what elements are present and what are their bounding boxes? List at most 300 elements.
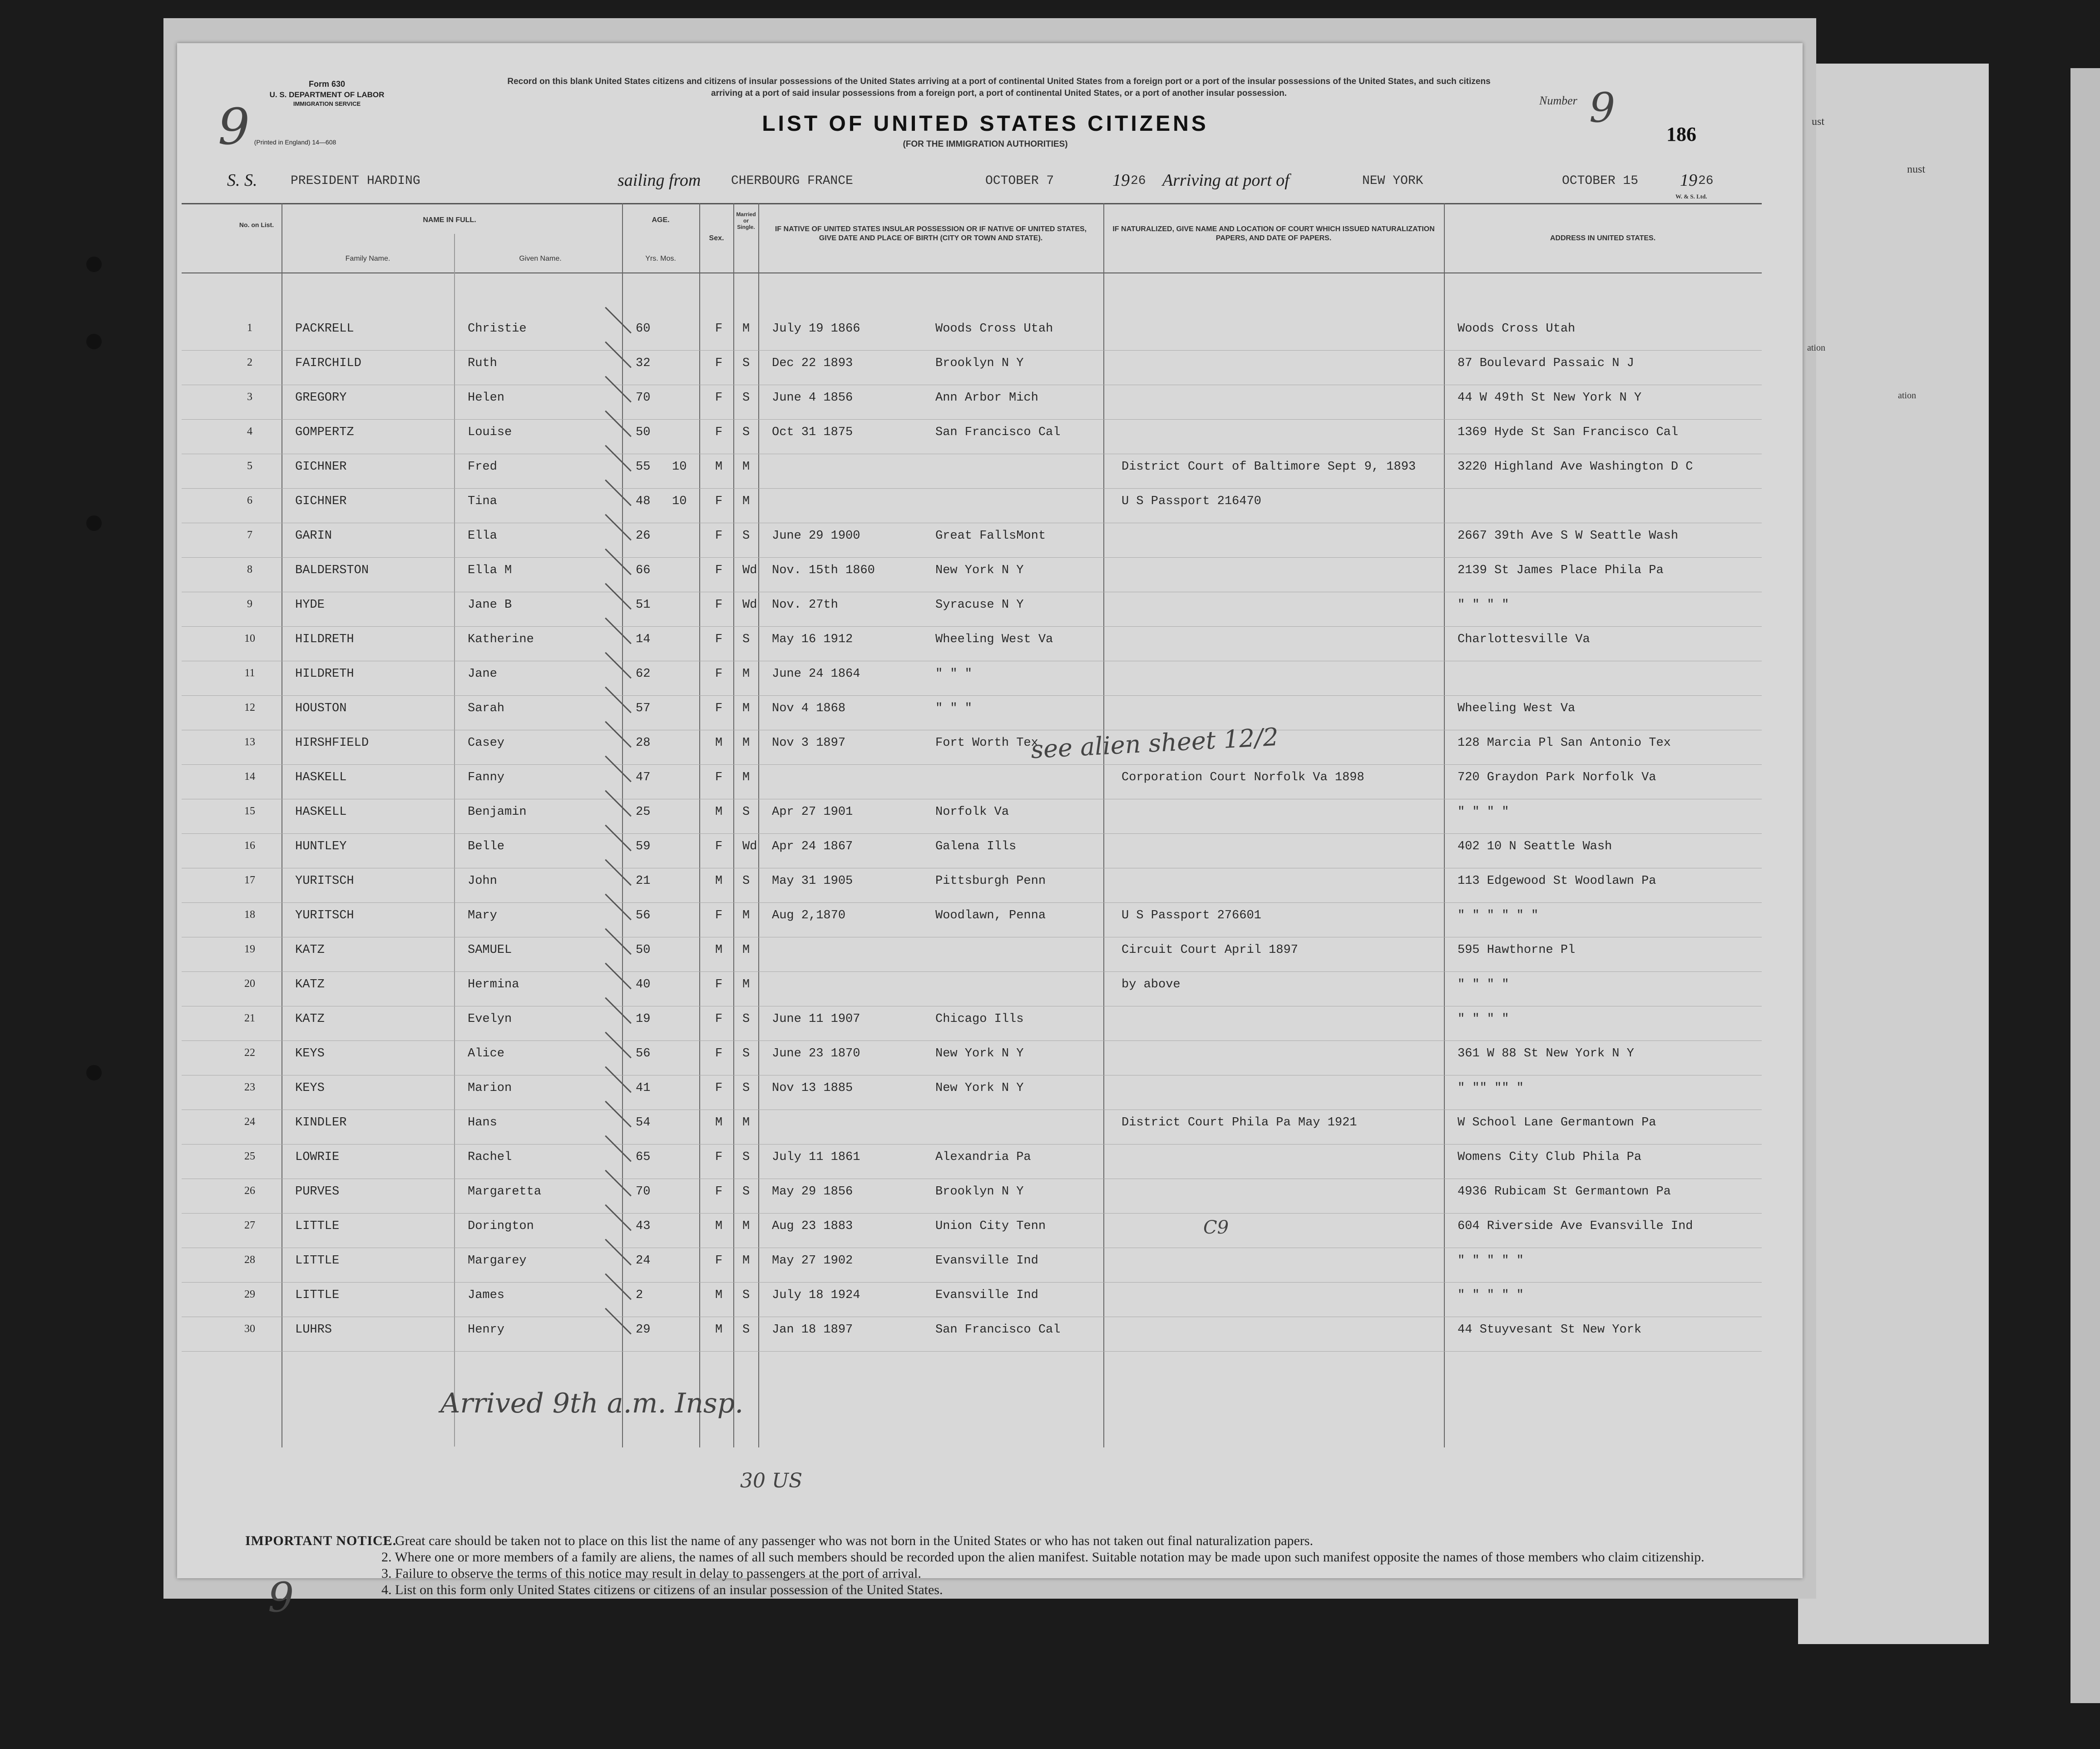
margin-fragment: nust: [1907, 164, 1926, 175]
birth-place: New York N Y: [935, 1047, 1024, 1060]
marital-status: S: [742, 805, 750, 819]
age-years: 56: [636, 909, 651, 922]
sex: M: [715, 943, 723, 957]
birth-date: Nov. 27th: [772, 598, 838, 612]
given-name: Dorington: [468, 1219, 534, 1233]
us-address: 44 Stuyvesant St New York: [1458, 1323, 1642, 1337]
marital-status: Wd: [742, 564, 757, 577]
age-years: 32: [636, 357, 651, 370]
birth-place: " " ": [935, 702, 973, 715]
age-years: 29: [636, 1323, 651, 1337]
table-row: [182, 799, 1762, 834]
us-address: " " " ": [1458, 805, 1509, 819]
family-name: PACKRELL: [295, 322, 354, 336]
us-address: 2139 St James Place Phila Pa: [1458, 564, 1664, 577]
us-address: 1369 Hyde St San Francisco Cal: [1458, 426, 1679, 439]
birth-date: Nov 3 1897: [772, 736, 846, 750]
sex: F: [715, 391, 723, 405]
marital-status: M: [742, 702, 750, 715]
table-row: [182, 419, 1762, 454]
row-number: 22: [244, 1047, 255, 1059]
family-name: LITTLE: [295, 1219, 340, 1233]
form-number: Form 630: [308, 79, 346, 89]
birth-date: Jan 18 1897: [772, 1323, 853, 1337]
birth-date: Aug 2,1870: [772, 909, 846, 922]
birth-place: Pittsburgh Penn: [935, 874, 1046, 888]
row-number: 4: [247, 426, 252, 437]
department: U. S. DEPARTMENT OF LABOR: [269, 90, 385, 99]
age-years: 25: [636, 805, 651, 819]
birth-place: New York N Y: [935, 564, 1024, 577]
given-name: Jane: [468, 667, 497, 681]
given-name: Jane B: [468, 598, 512, 612]
birth-date: Oct 31 1875: [772, 426, 853, 439]
age-years: 51: [636, 598, 651, 612]
age-years: 28: [636, 736, 651, 750]
margin-fragment: ation: [1898, 391, 1916, 401]
given-name: SAMUEL: [468, 943, 512, 957]
row-number: 18: [244, 909, 255, 921]
col-header-name-full: NAME IN FULL.: [423, 216, 476, 224]
row-number: 24: [244, 1116, 255, 1128]
birth-place: Galena Ills: [935, 840, 1017, 853]
sex: F: [715, 771, 723, 784]
naturalization: U S Passport 276601: [1122, 909, 1261, 922]
naturalization: U S Passport 216470: [1122, 495, 1261, 508]
given-name: Louise: [468, 426, 512, 439]
marital-status: S: [742, 1012, 750, 1026]
us-address: " " " ": [1458, 598, 1509, 612]
row-number: 7: [247, 529, 252, 541]
port-to: NEW YORK: [1362, 174, 1423, 188]
notice-item: 1. Great care should be taken not to place on this list the name of any passenger who was not born in the United States or who has not taken out final naturalization papers.: [381, 1533, 1313, 1548]
family-name: HASKELL: [295, 771, 347, 784]
sex: F: [715, 840, 723, 853]
marital-status: S: [742, 1047, 750, 1060]
birth-date: July 18 1924: [772, 1288, 860, 1302]
marital-status: S: [742, 529, 750, 543]
row-number: 11: [244, 667, 255, 679]
given-name: Mary: [468, 909, 497, 922]
col-header-married: Married or Single.: [736, 211, 756, 230]
given-name: Tina: [468, 495, 497, 508]
marital-status: M: [742, 667, 750, 681]
table-row: [182, 316, 1762, 351]
age-years: 66: [636, 564, 651, 577]
page-subtitle: (FOR THE IMMIGRATION AUTHORITIES): [903, 139, 1068, 149]
age-years: 55: [636, 460, 651, 474]
sailing-label: sailing from: [618, 171, 701, 190]
family-name: GOMPERTZ: [295, 426, 354, 439]
notice-item: 4. List on this form only United States citizens or citizens of an insular possession of the United States.: [381, 1582, 943, 1597]
birth-place: San Francisco Cal: [935, 1323, 1061, 1337]
us-address: 87 Boulevard Passaic N J: [1458, 357, 1634, 370]
age-years: 14: [636, 633, 651, 646]
punch-hole: [86, 1065, 102, 1080]
family-name: HIRSHFIELD: [295, 736, 369, 750]
port-from: CHERBOURG FRANCE: [731, 174, 853, 188]
sex: M: [715, 874, 723, 888]
birth-place: Union City Tenn: [935, 1219, 1046, 1233]
table-row: [182, 350, 1762, 385]
birth-place: Brooklyn N Y: [935, 357, 1024, 370]
marital-status: M: [742, 909, 750, 922]
table-row: [182, 764, 1762, 799]
given-name: Margarey: [468, 1254, 527, 1268]
age-years: 26: [636, 529, 651, 543]
marital-status: M: [742, 736, 750, 750]
table-row: [182, 454, 1762, 489]
us-address: 361 W 88 St New York N Y: [1458, 1047, 1634, 1060]
family-name: HILDRETH: [295, 633, 354, 646]
marital-status: S: [742, 1323, 750, 1337]
us-address: " "" "" ": [1458, 1081, 1524, 1095]
family-name: BALDERSTON: [295, 564, 369, 577]
us-address: Charlottesville Va: [1458, 633, 1590, 646]
sex: F: [715, 322, 723, 336]
col-header-age: AGE.: [652, 216, 670, 224]
table-row: [182, 385, 1762, 420]
notice-item: 3. Failure to observe the terms of this notice may result in delay to passengers at the port of arrival.: [381, 1566, 921, 1581]
sex: F: [715, 1150, 723, 1164]
age-years: 70: [636, 391, 651, 405]
birth-place: Great FallsMont: [935, 529, 1046, 543]
birth-place: Ann Arbor Mich: [935, 391, 1038, 405]
col-header-birth: IF NATIVE OF UNITED STATES INSULAR POSSESSION OR IF NATIVE OF UNITED STATES, GIVE DATE AND PLACE OF BIRTH (CITY OR TOWN AND STATE).: [775, 225, 1087, 242]
age-years: 70: [636, 1185, 651, 1199]
sex: M: [715, 460, 723, 474]
punch-hole: [86, 334, 102, 349]
year-from: 26: [1131, 174, 1146, 188]
family-name: GARIN: [295, 529, 332, 543]
family-name: HYDE: [295, 598, 325, 612]
col-header-no: No. on List.: [239, 221, 274, 228]
sex: F: [715, 1254, 723, 1268]
row-number: 16: [244, 840, 255, 852]
sex: F: [715, 633, 723, 646]
us-address: " " " ": [1458, 1012, 1509, 1026]
given-name: Benjamin: [468, 805, 527, 819]
handwritten-alien-sheet-note: see alien sheet 12/2: [1030, 722, 1280, 764]
row-number: 9: [247, 598, 252, 610]
punch-hole: [86, 515, 102, 531]
table-row: [182, 695, 1762, 730]
row-number: 27: [244, 1219, 255, 1231]
given-name: Christie: [468, 322, 527, 336]
marital-status: S: [742, 426, 750, 439]
age-years: 41: [636, 1081, 651, 1095]
birth-place: Woodlawn, Penna: [935, 909, 1046, 922]
ship-name: PRESIDENT HARDING: [291, 174, 420, 188]
col-header-address: ADDRESS IN UNITED STATES.: [1550, 234, 1656, 242]
birth-date: July 11 1861: [772, 1150, 860, 1164]
marital-status: M: [742, 322, 750, 336]
date-from: OCTOBER 7: [985, 174, 1054, 188]
date-to: OCTOBER 15: [1562, 174, 1639, 188]
family-name: KATZ: [295, 1012, 325, 1026]
naturalization: by above: [1122, 978, 1181, 991]
given-name: Ella M: [468, 564, 512, 577]
sex: F: [715, 529, 723, 543]
given-name: Margaretta: [468, 1185, 542, 1199]
table-row: [182, 523, 1762, 558]
family-name: KATZ: [295, 978, 325, 991]
year-to: 26: [1698, 174, 1714, 188]
family-name: FAIRCHILD: [295, 357, 361, 370]
birth-date: Apr 27 1901: [772, 805, 853, 819]
us-address: 44 W 49th St New York N Y: [1458, 391, 1642, 405]
birth-date: May 27 1902: [772, 1254, 853, 1268]
table-row: [182, 1213, 1762, 1248]
service: IMMIGRATION SERVICE: [293, 100, 361, 107]
table-row: [182, 1282, 1762, 1317]
sex: F: [715, 1081, 723, 1095]
col-header-family: Family Name.: [345, 255, 390, 263]
family-name: LITTLE: [295, 1254, 340, 1268]
punch-hole: [86, 257, 102, 272]
col-header-yrs-mos: Yrs. Mos.: [645, 255, 676, 263]
sex: F: [715, 598, 723, 612]
given-name: Henry: [468, 1323, 505, 1337]
birth-place: Alexandria Pa: [935, 1150, 1031, 1164]
given-name: John: [468, 874, 497, 888]
marital-status: S: [742, 874, 750, 888]
handwritten-stamp: C9: [1203, 1217, 1229, 1238]
birth-date: July 19 1866: [772, 322, 860, 336]
sex: M: [715, 1116, 723, 1130]
marital-status: S: [742, 633, 750, 646]
given-name: Belle: [468, 840, 505, 853]
age-years: 54: [636, 1116, 651, 1130]
sex: F: [715, 978, 723, 991]
sex: M: [715, 1288, 723, 1302]
table-row: [182, 730, 1762, 765]
given-name: Katherine: [468, 633, 534, 646]
naturalization: District Court of Baltimore Sept 9, 1893: [1122, 460, 1416, 474]
us-address: " " " " " ": [1458, 909, 1539, 922]
us-address: Wheeling West Va: [1458, 702, 1576, 715]
number-label: Number: [1539, 94, 1577, 107]
back-page-edge-far: [2070, 68, 2100, 1703]
birth-date: May 29 1856: [772, 1185, 853, 1199]
us-address: 720 Graydon Park Norfolk Va: [1458, 771, 1656, 784]
sex: F: [715, 702, 723, 715]
row-number: 15: [244, 805, 255, 817]
us-address: Woods Cross Utah: [1458, 322, 1576, 336]
birth-date: June 11 1907: [772, 1012, 860, 1026]
sex: M: [715, 736, 723, 750]
birth-place: Norfolk Va: [935, 805, 1009, 819]
family-name: PURVES: [295, 1185, 340, 1199]
us-address: 402 10 N Seattle Wash: [1458, 840, 1612, 853]
col-header-sex: Sex.: [709, 234, 724, 242]
us-address: " " " ": [1458, 978, 1509, 991]
birth-date: Nov 13 1885: [772, 1081, 853, 1095]
birth-place: Evansville Ind: [935, 1254, 1038, 1268]
family-name: LOWRIE: [295, 1150, 340, 1164]
row-number: 30: [244, 1323, 255, 1335]
marital-status: S: [742, 1150, 750, 1164]
marital-status: S: [742, 1081, 750, 1095]
margin-fragment: ust: [1812, 116, 1825, 128]
margin-fragment: ation: [1807, 343, 1825, 353]
family-name: YURITSCH: [295, 909, 354, 922]
given-name: Hermina: [468, 978, 519, 991]
sex: M: [715, 1219, 723, 1233]
table-row: [182, 488, 1762, 523]
age-years: 48: [636, 495, 651, 508]
row-number: 6: [247, 495, 252, 506]
age-years: 40: [636, 978, 651, 991]
birth-place: " " ": [935, 667, 973, 681]
table-row: [182, 557, 1762, 592]
marital-status: M: [742, 1219, 750, 1233]
age-years: 56: [636, 1047, 651, 1060]
sex: F: [715, 1185, 723, 1199]
given-name: Casey: [468, 736, 505, 750]
sex: F: [715, 909, 723, 922]
naturalization: Circuit Court April 1897: [1122, 943, 1298, 957]
marital-status: S: [742, 391, 750, 405]
family-name: YURITSCH: [295, 874, 354, 888]
age-years: 2: [636, 1288, 643, 1302]
handwritten-list-number: 9: [218, 98, 250, 156]
birth-place: Evansville Ind: [935, 1288, 1038, 1302]
ss-label: S. S.: [227, 171, 257, 190]
row-number: 19: [244, 943, 255, 955]
sex: F: [715, 667, 723, 681]
sex: F: [715, 357, 723, 370]
table-row: [182, 971, 1762, 1006]
family-name: KEYS: [295, 1081, 325, 1095]
birth-date: May 31 1905: [772, 874, 853, 888]
voyage-line: [227, 170, 1725, 198]
age-years: 24: [636, 1254, 651, 1268]
age-years: 50: [636, 426, 651, 439]
birth-date: Nov 4 1868: [772, 702, 846, 715]
us-address: 2667 39th Ave S W Seattle Wash: [1458, 529, 1679, 543]
marital-status: M: [742, 1116, 750, 1130]
table-row: [182, 592, 1762, 627]
sex: F: [715, 1012, 723, 1026]
marital-status: Wd: [742, 598, 757, 612]
marital-status: S: [742, 1288, 750, 1302]
family-name: HILDRETH: [295, 667, 354, 681]
row-number: 10: [244, 633, 255, 644]
header-top-rule: [182, 203, 1762, 204]
birth-place: Woods Cross Utah: [935, 322, 1053, 336]
row-number: 23: [244, 1081, 255, 1093]
row-number: 2: [247, 357, 252, 368]
age-years: 65: [636, 1150, 651, 1164]
sex: F: [715, 1047, 723, 1060]
birth-date: May 16 1912: [772, 633, 853, 646]
row-number: 12: [244, 702, 255, 713]
check-mark: [605, 307, 632, 334]
age-years: 59: [636, 840, 651, 853]
given-name: Alice: [468, 1047, 505, 1060]
us-address: " " " " ": [1458, 1288, 1524, 1302]
table-row: [182, 1179, 1762, 1214]
birth-date: Dec 22 1893: [772, 357, 853, 370]
page-number: 186: [1666, 123, 1696, 145]
row-number: 5: [247, 460, 252, 472]
instructions-text: Record on this blank United States citizens and citizens of insular possessions of the United States arriving at a port of continental United States from a foreign port or a port of the insular possessions of the United States, and such citizens arriving at a port of said insular possessions from a foreign port, a port of continental United States, or a port of another insular possession.: [507, 77, 1491, 98]
notice-item: 2. Where one or more members of a family are aliens, the names of all such members should be recorded upon the alien manifest. Suitable notation may be made upon such manifest opposite the names of those members who claim citizenship.: [381, 1550, 1705, 1565]
birth-date: Aug 23 1883: [772, 1219, 853, 1233]
table-row: [182, 1006, 1762, 1041]
year-prefix-from: 19: [1112, 171, 1130, 190]
marital-status: M: [742, 495, 750, 508]
age-years: 57: [636, 702, 651, 715]
birth-date: June 23 1870: [772, 1047, 860, 1060]
table-row: [182, 902, 1762, 937]
row-number: 13: [244, 736, 255, 748]
printer-mark: W. & S. Ltd.: [1675, 193, 1707, 200]
table-row: [182, 1075, 1762, 1110]
family-name: HUNTLEY: [295, 840, 347, 853]
us-address: 4936 Rubicam St Germantown Pa: [1458, 1185, 1671, 1199]
birth-place: Brooklyn N Y: [935, 1185, 1024, 1199]
family-name: HASKELL: [295, 805, 347, 819]
given-name: James: [468, 1288, 505, 1302]
handwritten-bottom-nine: 9: [268, 1574, 294, 1621]
family-name: KATZ: [295, 943, 325, 957]
birth-date: June 24 1864: [772, 667, 860, 681]
printed-note: (Printed in England) 14—608: [254, 139, 336, 146]
family-name: GICHNER: [295, 495, 347, 508]
given-name: Fred: [468, 460, 497, 474]
birth-date: Apr 24 1867: [772, 840, 853, 853]
family-name: GICHNER: [295, 460, 347, 474]
age-years: 21: [636, 874, 651, 888]
birth-place: New York N Y: [935, 1081, 1024, 1095]
marital-status: M: [742, 1254, 750, 1268]
sex: F: [715, 564, 723, 577]
row-number: 8: [247, 564, 252, 575]
row-number: 1: [247, 322, 252, 334]
age-years: 60: [636, 322, 651, 336]
us-address: Womens City Club Phila Pa: [1458, 1150, 1642, 1164]
birth-date: June 29 1900: [772, 529, 860, 543]
family-name: LITTLE: [295, 1288, 340, 1302]
row-number: 14: [244, 771, 255, 783]
year-prefix-to: 19: [1680, 171, 1697, 190]
col-header-given: Given Name.: [519, 255, 562, 263]
us-address: 3220 Highland Ave Washington D C: [1458, 460, 1693, 474]
back-page-edge: [1798, 64, 1989, 1644]
marital-status: M: [742, 460, 750, 474]
sex: F: [715, 426, 723, 439]
table-row: [182, 1110, 1762, 1145]
table-row: [182, 833, 1762, 868]
family-name: KEYS: [295, 1047, 325, 1060]
row-number: 29: [244, 1288, 255, 1300]
marital-status: Wd: [742, 840, 757, 853]
naturalization: Corporation Court Norfolk Va 1898: [1122, 771, 1364, 784]
marital-status: M: [742, 943, 750, 957]
marital-status: S: [742, 357, 750, 370]
us-address: 604 Riverside Ave Evansville Ind: [1458, 1219, 1693, 1233]
row-number: 25: [244, 1150, 255, 1162]
birth-place: Wheeling West Va: [935, 633, 1053, 646]
row-number: 17: [244, 874, 255, 886]
row-number: 26: [244, 1185, 255, 1197]
naturalization: District Court Phila Pa May 1921: [1122, 1116, 1357, 1130]
table-row: [182, 937, 1762, 972]
marital-status: M: [742, 771, 750, 784]
table-row: [182, 626, 1762, 661]
